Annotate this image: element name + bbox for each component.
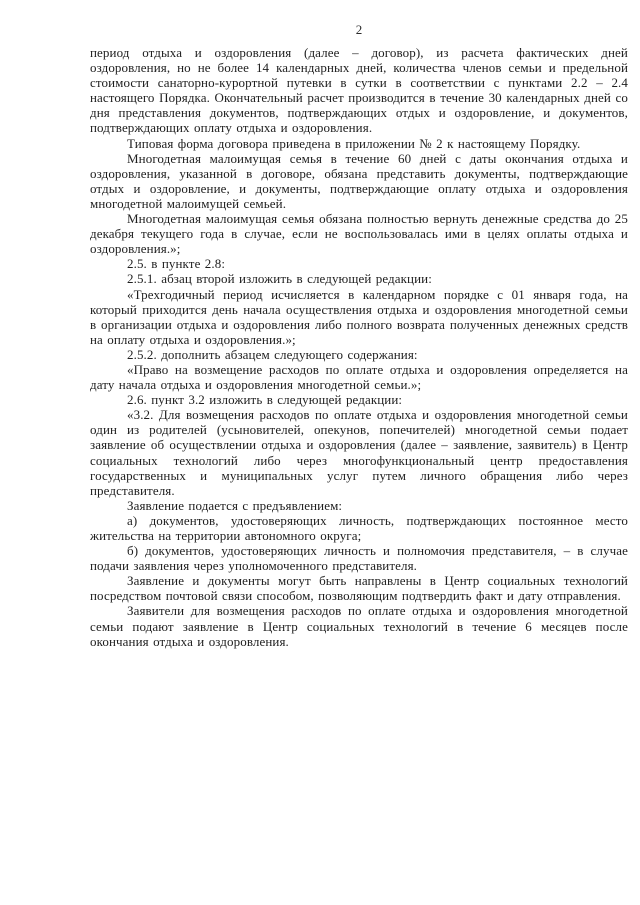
paragraph: б) документов, удостоверяющих личность и полномочия представителя, – в случае подачи заявления через уполномоченного представителя. [90,543,628,574]
paragraph: «3.2. Для возмещения расходов по оплате отдыха и оздоровления многодетной семьи один из родителей (усыновителей, опекунов, попечителей) многодетной семьи подает заявление об осуществлении отдыха и оздоровления (далее – заявление, заявитель) в Центр социальных технологий либо через многофункциональный центр предоставления государственных и муниципальных услуг путем личного обращения либо через представителя. [90,407,628,498]
paragraph: 2.5. в пункте 2.8: [127,256,226,272]
paragraph: Заявление и документы могут быть направлены в Центр социальных технологий посредством почтовой связи способом, позволяющим подтвердить факт и дату отправления. [90,573,628,604]
page-number: 2 [355,22,363,37]
paragraph: Типовая форма договора приведена в приложении № 2 к настоящему Порядку. [127,135,581,151]
paragraph: а) документов, удостоверяющих личность, подтверждающих постоянное место жительства на территории автономного округа; [90,512,628,543]
paragraph: Заявление подается с предъявлением: [127,497,343,513]
paragraph: Многодетная малоимущая семья в течение 60 дней с даты окончания отдыха и оздоровления, указанной в договоре, обязана представить документы, подтверждающие отдых и оздоровление, и документы, подтверждающие оплату отдыха и оздоровления многодетной малоимущей семьей. [90,150,628,211]
document-body [90,45,628,649]
paragraph: Заявители для возмещения расходов по оплате отдыха и оздоровления многодетной семьи подают заявление в Центр социальных технологий в течение 6 месяцев после окончания отдыха и оздоровления. [90,603,628,649]
paragraph: Многодетная малоимущая семья обязана полностью вернуть денежные средства до 25 декабря текущего года в случае, если не воспользовалась ими в целях оплаты отдыха и оздоровления.»; [90,211,628,257]
paragraph: «Трехгодичный период исчисляется в календарном порядке с 01 января года, на который приходится день начала осуществления отдыха и оздоровления многодетной семьи в организации отдыха и оздоровления либо полного возврата полученных денежных средств на оплату отдыха и оздоровления.»; [90,286,628,347]
paragraph: 2.5.2. дополнить абзацем следующего содержания: [127,346,418,362]
paragraph: 2.6. пункт 3.2 изложить в следующей редакции: [127,392,403,408]
paragraph: «Право на возмещение расходов по оплате отдыха и оздоровления определяется на дату начала отдыха и оздоровления многодетной семьи.»; [90,361,628,393]
paragraph: период отдыха и оздоровления (далее – договор), из расчета фактических дней оздоровления, но не более 14 календарных дней, количества членов семьи и предельной стоимости санаторно-курортной путевки в сутки в соответствии с пунктами 2.2 – 2.4 настоящего Порядка. Окончательный расчет производится в течение 30 календарных дней со дня представления документов, подтверждающих отдых и оздоровление, и документов, подтверждающих оплату отдыха и оздоровления. [90,45,628,136]
paragraph: 2.5.1. абзац второй изложить в следующей редакции: [127,271,432,287]
